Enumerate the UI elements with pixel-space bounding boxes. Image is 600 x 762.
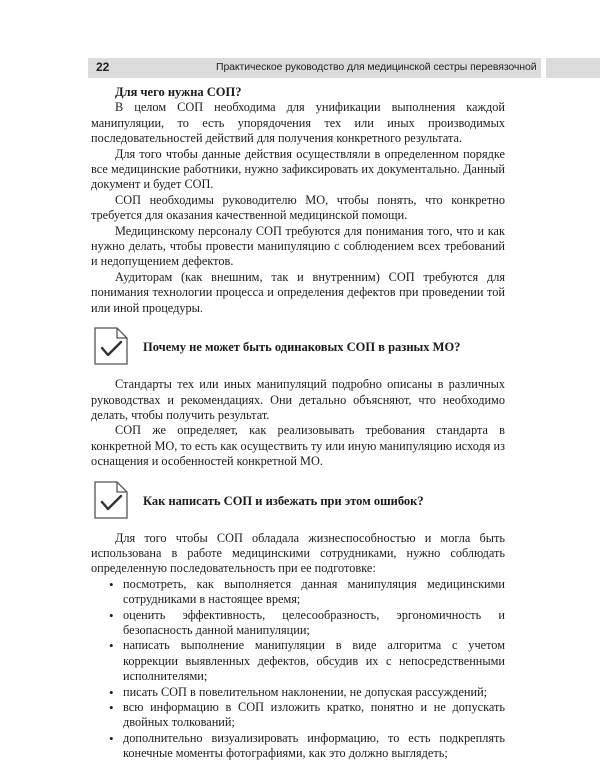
list-item: • писать СОП в повелительном наклонении, не допуская рассуждений; bbox=[91, 685, 505, 700]
list-item: • посмотреть, как выполняется данная манипуляция медицинскими сотрудниками в настоящее время; bbox=[91, 577, 505, 608]
paragraph: Для того чтобы СОП обладала жизнеспособностью и могла быть использована в работе медицинскими сотрудниками, нужно соблюдать определенную последовательность при ее подготовке: bbox=[91, 530, 505, 576]
callout-heading: Почему не может быть одинаковых СОП в разных МО? bbox=[143, 340, 461, 355]
paragraph: Для того чтобы данные действия осуществляли в определенном порядке все медицинские работники, нужно зафиксировать их документально. Данный документ и будет СОП. bbox=[91, 146, 505, 192]
section-heading-why-sop: Для чего нужна СОП? bbox=[115, 85, 242, 99]
paragraph: В целом СОП необходима для унификации выполнения каждой манипуляции, то есть упорядочения тех или иных производимых последовательностей действий для получения конкретного результата. bbox=[91, 100, 505, 146]
paragraph: Стандарты тех или иных манипуляций подробно описаны в различных руководствах и рекомендациях. Они детально объясняют, что необходимо делать, чтобы получить результат. bbox=[91, 377, 505, 422]
callout-why-different-sop bbox=[91, 327, 505, 365]
paragraph: Медицинскому персоналу СОП требуются для понимания того, что и как нужно делать, чтобы провести манипуляцию с соблюдением всех требований и недопущением дефектов. bbox=[91, 223, 505, 269]
page-content bbox=[91, 85, 505, 762]
paragraph: СОП необходимы руководителю МО, чтобы понять, что конкретно требуется для оказания качественной медицинской помощи. bbox=[91, 192, 505, 223]
header-divider bbox=[541, 58, 546, 78]
callout-how-write-sop bbox=[91, 481, 505, 519]
list-item: • дополнительно визуализировать информацию, то есть подкреплять конечные моменты фотографиями, как это должно выглядеть; bbox=[91, 731, 505, 762]
document-checkmark-icon bbox=[93, 481, 129, 519]
list-item: • написать выполнение манипуляции в виде алгоритма с учетом коррекции выявленных дефектов, обсудив их с непосредственными исполнителями; bbox=[91, 638, 505, 684]
paragraph: СОП же определяет, как реализовывать требования стандарта в конкретной МО, то есть как осуществить ту или иную манипуляцию исходя из оснащения и особенностей конкретной МО. bbox=[91, 423, 505, 469]
running-title: Практическое руководство для медицинской сестры перевязочной bbox=[216, 61, 537, 73]
document-checkmark-icon bbox=[93, 327, 129, 365]
requirements-list bbox=[91, 577, 505, 762]
callout-heading: Как написать СОП и избежать при этом ошибок? bbox=[143, 493, 424, 508]
paragraph: Аудиторам (как внешним, так и внутренним) СОП требуются для понимания технологии процесса и определения дефектов при проведении той или иной процедуры. bbox=[91, 269, 505, 315]
page-number: 22 bbox=[96, 60, 110, 74]
list-item: • оценить эффективность, целесообразность, эргономичность и безопасность данной манипуляции; bbox=[91, 608, 505, 639]
list-item: • всю информацию в СОП изложить кратко, понятно и не допускать двойных толкований; bbox=[91, 700, 505, 731]
